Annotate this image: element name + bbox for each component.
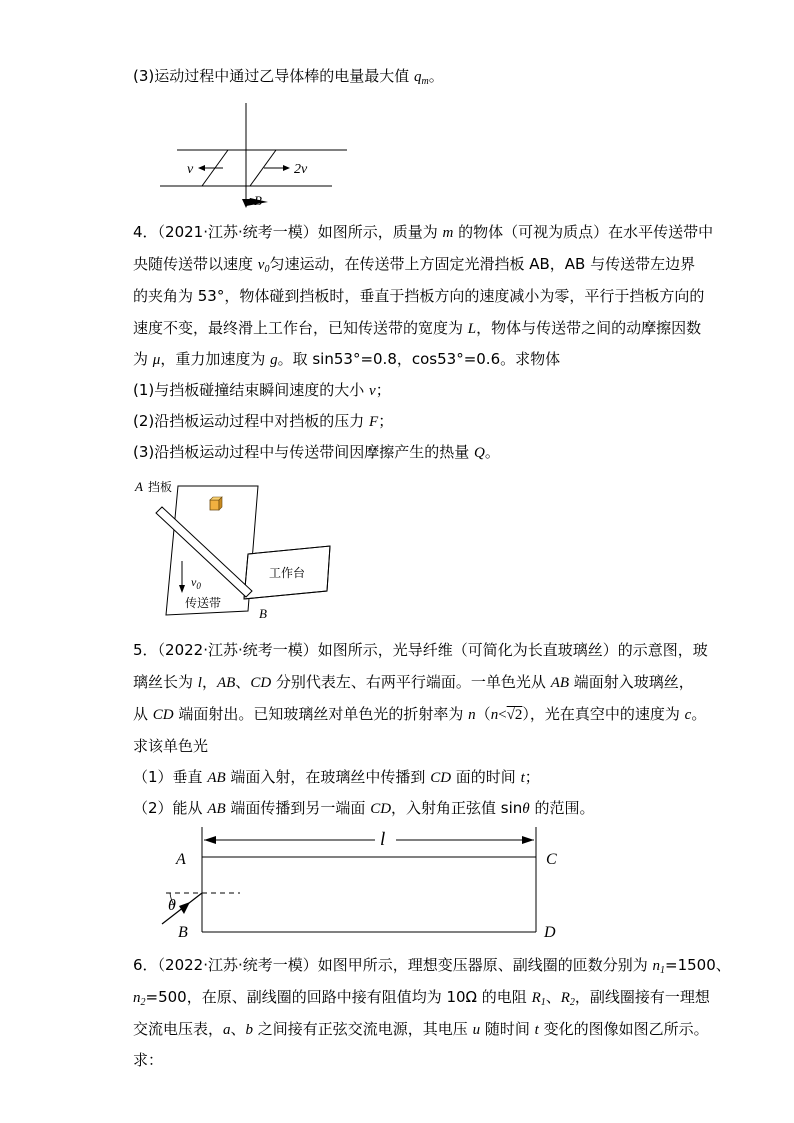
fig2-block bbox=[210, 497, 222, 510]
q4-part3 bbox=[133, 442, 500, 463]
q5-l3a: 从 bbox=[133, 705, 153, 723]
q4-p1a: (1)与挡板碰撞结束瞬间速度的大小 bbox=[133, 381, 370, 399]
q5-part1 bbox=[133, 767, 540, 788]
q4-p1-v: v bbox=[369, 383, 376, 399]
q5-c: c bbox=[684, 707, 692, 723]
figure-optical-fiber bbox=[160, 822, 580, 947]
q3-end: 。 bbox=[428, 67, 444, 85]
q4-l4b: ，物体与传送带之间的动摩擦因数 bbox=[476, 319, 702, 337]
q6-n2: n bbox=[133, 990, 141, 1006]
q3-symbol-sub: m bbox=[421, 76, 429, 87]
q4-l2b: 匀速运动，在传送带上方固定光滑挡板 AB，AB 与传送带左边界 bbox=[269, 255, 696, 273]
q6-a: a bbox=[223, 1022, 231, 1038]
q4-l2a: 央随传送带以速度 bbox=[133, 255, 258, 273]
q4-p1b: ； bbox=[375, 381, 391, 399]
q4-g: g bbox=[270, 352, 278, 368]
q5-p2b: 端面传播到另一端面 bbox=[225, 799, 371, 817]
q5-l3b: 端面射出。已知玻璃丝对单色光的折射率为 bbox=[173, 705, 469, 723]
fig3-label-theta: θ bbox=[168, 897, 176, 914]
q4-l3: 的夹角为 53°，物体碰到挡板时，垂直于挡板方向的速度减小为零，平行于挡板方向的 bbox=[133, 287, 705, 305]
q4-p2b: ； bbox=[378, 412, 394, 430]
q6-n1-sub: 1 bbox=[660, 965, 666, 976]
q4-v0: v bbox=[257, 257, 265, 273]
q5-AB: AB bbox=[216, 675, 236, 691]
q6-l3c: 之间接有正弦交流电源，其电压 bbox=[253, 1020, 473, 1038]
q6-n1: n bbox=[652, 958, 661, 974]
q4-l4a: 速度不变，最终滑上工作台，已知传送带的宽度为 bbox=[133, 319, 468, 337]
q6-line1 bbox=[133, 955, 731, 976]
fig3-label-B: B bbox=[178, 924, 188, 941]
q6-b: b bbox=[245, 1022, 254, 1038]
fig2-label-v0: $v_0$ bbox=[191, 575, 201, 591]
q5-l1: 5．（2022·江苏·统考一模）如图所示，光导纤维（可简化为长直玻璃丝）的示意图，玻 bbox=[133, 641, 708, 659]
q5-l3c: （ bbox=[475, 705, 491, 723]
q4-p2a: (2)沿挡板运动过程中对挡板的压力 bbox=[133, 412, 370, 430]
q6-l2b: 、 bbox=[545, 988, 561, 1006]
q6-u: u bbox=[472, 1022, 481, 1038]
q4-l5a: 为 bbox=[133, 350, 153, 368]
q5-sqrt2: √2 bbox=[506, 707, 523, 723]
fig3-label-l: l bbox=[380, 829, 386, 850]
fig1-label-2v: 2v bbox=[294, 162, 308, 177]
q5-p1-t: t bbox=[520, 770, 525, 786]
q5-l2e: 端面射入玻璃丝， bbox=[569, 673, 694, 691]
fig1-label-B: B bbox=[254, 193, 262, 208]
q5-l2b: ， bbox=[201, 673, 217, 691]
q6-R1-sub: 1 bbox=[540, 997, 546, 1008]
q5-part2 bbox=[133, 798, 594, 819]
q4-v0-sub: 0 bbox=[264, 264, 270, 275]
q5-l2d: 分别代表左、右两平行端面。一单色光从 bbox=[271, 673, 551, 691]
q4-part2 bbox=[133, 411, 393, 432]
q4-line3 bbox=[133, 286, 704, 306]
q5-l4: 求该单色光 bbox=[133, 737, 209, 755]
q6-R2-sub: 2 bbox=[569, 997, 575, 1008]
q5-CD: CD bbox=[250, 675, 272, 691]
q5-p1c: 面的时间 bbox=[451, 768, 521, 786]
q3-part3-line bbox=[133, 66, 444, 87]
q6-l3e: 变化的图像如图乙所示。 bbox=[538, 1020, 709, 1038]
q4-p2-F: F bbox=[369, 414, 379, 430]
fig2-label-A: A bbox=[135, 479, 143, 494]
q4-l5c: 。取 sin53°=0.8，cos53°=0.6。求物体 bbox=[277, 350, 561, 368]
q3-part3-text: (3)运动过程中通过乙导体棒的电量最大值 bbox=[133, 67, 415, 85]
q5-p2-AB: AB bbox=[207, 801, 226, 817]
q5-line3 bbox=[133, 704, 706, 725]
q5-l3d: ），光在真空中的速度为 bbox=[522, 705, 685, 723]
q5-p1b: 端面入射，在玻璃丝中传播到 bbox=[225, 768, 431, 786]
fig2-label-table: 工作台 bbox=[269, 566, 306, 580]
q4-line2 bbox=[133, 254, 695, 275]
q5-AB-2: AB bbox=[550, 675, 570, 691]
figure-conveyor-belt bbox=[130, 473, 340, 628]
q6-l3b: 、 bbox=[230, 1020, 246, 1038]
q5-lt: < bbox=[498, 707, 507, 723]
fig3-label-A: A bbox=[176, 851, 186, 868]
q4-width-L: L bbox=[467, 321, 477, 337]
q5-l2c: 、 bbox=[235, 673, 251, 691]
q4-line1 bbox=[133, 222, 713, 243]
q3-symbol-q: q bbox=[414, 69, 422, 85]
q5-l2a: 璃丝长为 bbox=[133, 673, 198, 691]
q4-p3-Q: Q bbox=[474, 445, 485, 461]
q6-R2: R bbox=[560, 990, 570, 1006]
q5-line1 bbox=[133, 640, 708, 660]
q6-l2a: =500，在原、副线圈的回路中接有阻值均为 10Ω 的电阻 bbox=[145, 988, 532, 1006]
q5-p2c: ，入射角正弦值 sin bbox=[391, 799, 523, 817]
q5-n: n bbox=[468, 707, 476, 723]
q6-t: t bbox=[534, 1022, 539, 1038]
q6-n2-sub: 2 bbox=[140, 997, 146, 1008]
q4-part1 bbox=[133, 380, 391, 401]
q5-p2-CD: CD bbox=[370, 801, 392, 817]
q5-l3e: 。 bbox=[691, 705, 707, 723]
q5-CD-2: CD bbox=[152, 707, 174, 723]
fig3-label-D: D bbox=[544, 924, 556, 941]
q5-length-l: l bbox=[197, 675, 202, 691]
q5-p1-AB: AB bbox=[207, 770, 226, 786]
figure-rails-rods bbox=[160, 95, 360, 210]
q5-p2-theta: θ bbox=[522, 801, 530, 817]
q4-p3a: (3)沿挡板运动过程中与传送带间因摩擦产生的热量 bbox=[133, 443, 475, 461]
q4-mass-m: m bbox=[442, 225, 454, 241]
q4-mu: μ bbox=[152, 352, 161, 368]
q5-line2 bbox=[133, 672, 694, 693]
q6-l1a: 6．（2022·江苏·统考一模）如图甲所示，理想变压器原、副线圈的匝数分别为 bbox=[133, 956, 653, 974]
q4-l1: 4．（2021·江苏·统考一模）如图所示，质量为 bbox=[133, 223, 443, 241]
q6-line2 bbox=[133, 987, 710, 1008]
q5-p1-CD: CD bbox=[430, 770, 452, 786]
q5-p1a: （1）垂直 bbox=[133, 768, 208, 786]
q6-R1: R bbox=[531, 990, 541, 1006]
q6-l2c: ，副线圈接有一理想 bbox=[574, 988, 710, 1006]
q5-n-2: n bbox=[490, 707, 499, 723]
q5-p2d: 的范围。 bbox=[529, 799, 595, 817]
q6-l3a: 交流电压表， bbox=[133, 1020, 224, 1038]
q5-p1d: ； bbox=[524, 768, 540, 786]
q6-l4: 求： bbox=[133, 1051, 164, 1069]
q5-line4 bbox=[133, 736, 208, 756]
q4-l1b: 的物体（可视为质点）在水平传送带中 bbox=[453, 223, 714, 241]
fig3-label-C: C bbox=[546, 851, 557, 868]
q6-l1b: =1500、 bbox=[665, 956, 731, 974]
q4-line4 bbox=[133, 318, 701, 339]
q5-p2a: （2）能从 bbox=[133, 799, 208, 817]
fig2-label-B: B bbox=[259, 606, 267, 621]
q6-l3d: 随时间 bbox=[480, 1020, 535, 1038]
fig1-label-v: v bbox=[187, 162, 194, 177]
fig2-label-belt: 传送带 bbox=[185, 596, 222, 610]
fig2-label-baffle: 挡板 bbox=[148, 480, 173, 494]
q4-p3b: 。 bbox=[484, 443, 500, 461]
q6-line3 bbox=[133, 1019, 709, 1040]
q4-l5b: ，重力加速度为 bbox=[160, 350, 271, 368]
q4-line5 bbox=[133, 349, 560, 370]
q6-line4 bbox=[133, 1050, 163, 1070]
